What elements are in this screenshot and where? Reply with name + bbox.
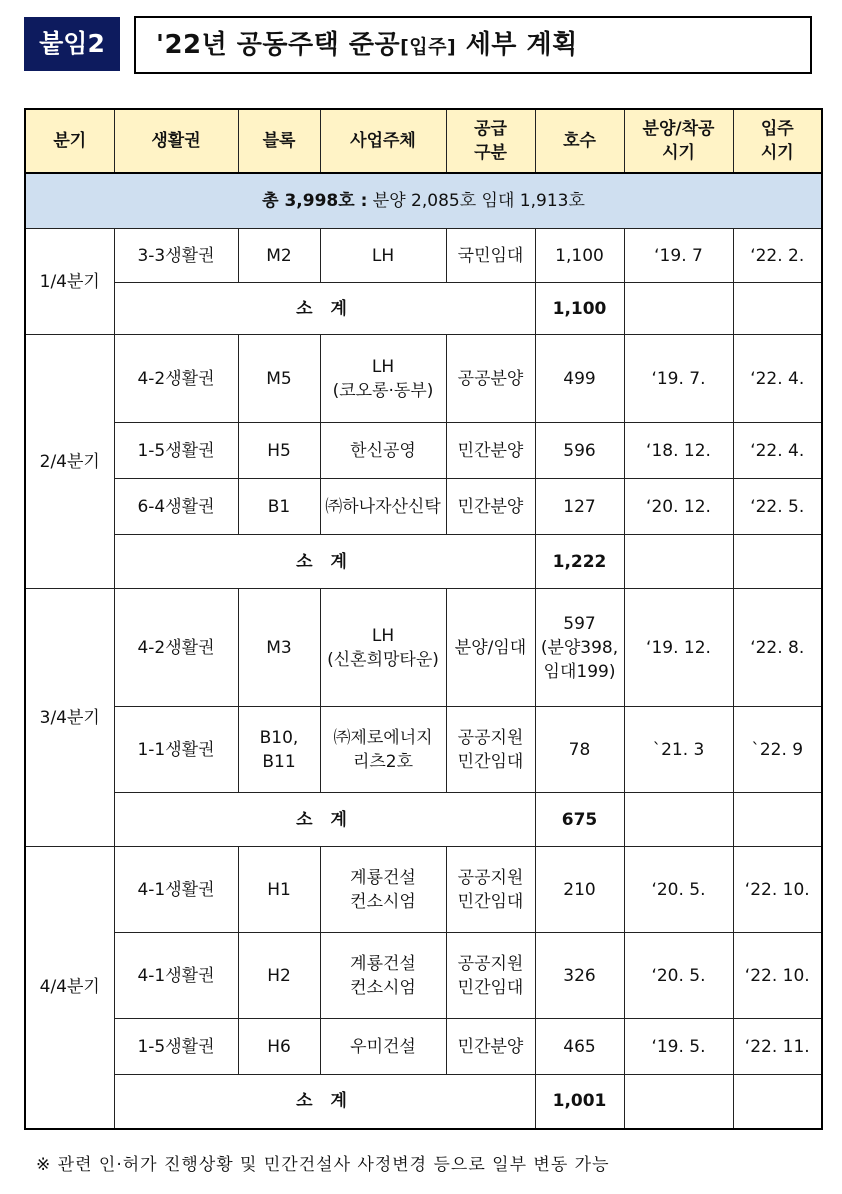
block-line1: B1 bbox=[267, 496, 291, 517]
developer-line1: 우미건설 bbox=[350, 1036, 416, 1057]
developer-line1: ㈜하나자산신탁 bbox=[325, 496, 441, 517]
sale-date-cell: ‘20. 5. bbox=[624, 933, 733, 1019]
units-line1: 596 bbox=[563, 440, 596, 461]
col-supply-line2: 구분 bbox=[474, 143, 507, 163]
block-cell bbox=[238, 847, 320, 933]
supply-line2: 민간임대 bbox=[457, 751, 524, 772]
supply-cell bbox=[446, 933, 535, 1019]
area-cell: 1-5생활권 bbox=[114, 1019, 238, 1075]
supply-line2: 민간임대 bbox=[457, 891, 524, 912]
total-summary bbox=[25, 173, 822, 229]
developer-cell bbox=[320, 1019, 446, 1075]
col-units: 호수 bbox=[535, 109, 624, 173]
sale-date-cell: ‘19. 7 bbox=[624, 229, 733, 283]
table-row bbox=[25, 847, 822, 933]
supply-cell bbox=[446, 589, 535, 707]
total-label: 총 3,998호 : bbox=[262, 191, 368, 211]
block-cell bbox=[238, 423, 320, 479]
units-cell bbox=[535, 933, 624, 1019]
developer-line2: (코오롱·동부) bbox=[332, 380, 434, 401]
block-cell bbox=[238, 479, 320, 535]
block-line1: H1 bbox=[267, 879, 291, 900]
move-date-cell: ‘22. 11. bbox=[733, 1019, 822, 1075]
quarter-cell: 4/4분기 bbox=[25, 847, 114, 1129]
units-line1: 499 bbox=[563, 368, 596, 389]
document-header bbox=[24, 16, 812, 74]
block-cell bbox=[238, 335, 320, 423]
header-row bbox=[25, 109, 822, 173]
total-row bbox=[25, 173, 822, 229]
supply-cell bbox=[446, 847, 535, 933]
block-line1: B10, bbox=[259, 727, 299, 748]
sale-date-cell: ‘19. 12. bbox=[624, 589, 733, 707]
col-sale-line2: 시기 bbox=[662, 143, 695, 163]
move-date-cell: ‘22. 10. bbox=[733, 933, 822, 1019]
block-line1: M2 bbox=[266, 245, 292, 266]
subtotal-row bbox=[25, 535, 822, 589]
title-suffix: 세부 계획 bbox=[456, 30, 578, 60]
col-developer: 사업주체 bbox=[320, 109, 446, 173]
block-line1: H5 bbox=[267, 440, 291, 461]
block-line1: M5 bbox=[266, 368, 292, 389]
table-row bbox=[25, 589, 822, 707]
sale-date-cell: ‘20. 12. bbox=[624, 479, 733, 535]
col-quarter: 분기 bbox=[25, 109, 114, 173]
supply-line1: 민간분양 bbox=[457, 496, 524, 517]
block-cell bbox=[238, 229, 320, 283]
units-line1: 1,100 bbox=[555, 245, 604, 266]
supply-line1: 민간분양 bbox=[457, 1036, 524, 1057]
move-date-cell: ‘22. 5. bbox=[733, 479, 822, 535]
block-cell bbox=[238, 933, 320, 1019]
subtotal-label: 소 계 bbox=[114, 535, 535, 589]
developer-line1: LH bbox=[371, 356, 395, 377]
housing-schedule-table bbox=[24, 108, 823, 1130]
developer-line1: ㈜제로에너지 bbox=[333, 727, 433, 748]
subtotal-value: 1,100 bbox=[535, 283, 624, 335]
subtotal-empty-move bbox=[733, 1075, 822, 1129]
area-cell: 4-1생활권 bbox=[114, 933, 238, 1019]
col-area: 생활권 bbox=[114, 109, 238, 173]
subtotal-label: 소 계 bbox=[114, 1075, 535, 1129]
subtotal-row bbox=[25, 1075, 822, 1129]
col-block: 블록 bbox=[238, 109, 320, 173]
units-line1: 465 bbox=[563, 1036, 596, 1057]
developer-line1: 한신공영 bbox=[350, 440, 416, 461]
supply-line1: 분양/임대 bbox=[454, 637, 527, 658]
sale-date-cell: `21. 3 bbox=[624, 707, 733, 793]
quarter-cell: 1/4분기 bbox=[25, 229, 114, 335]
supply-cell bbox=[446, 423, 535, 479]
supply-line1: 공공분양 bbox=[457, 368, 524, 389]
attachment-badge: 붙임2 bbox=[24, 17, 120, 71]
block-line1: M3 bbox=[266, 637, 292, 658]
subtotal-empty-sale bbox=[624, 283, 733, 335]
block-cell bbox=[238, 589, 320, 707]
developer-cell bbox=[320, 933, 446, 1019]
developer-cell bbox=[320, 847, 446, 933]
subtotal-empty-sale bbox=[624, 793, 733, 847]
table-row bbox=[25, 1019, 822, 1075]
supply-line1: 민간분양 bbox=[457, 440, 524, 461]
developer-line1: LH bbox=[371, 625, 395, 646]
subtotal-row bbox=[25, 793, 822, 847]
subtotal-value: 1,222 bbox=[535, 535, 624, 589]
units-line1: 326 bbox=[563, 965, 596, 986]
block-line1: H2 bbox=[267, 965, 291, 986]
move-date-cell: ‘22. 8. bbox=[733, 589, 822, 707]
developer-cell bbox=[320, 335, 446, 423]
supply-cell bbox=[446, 335, 535, 423]
sale-date-cell: ‘20. 5. bbox=[624, 847, 733, 933]
subtotal-row bbox=[25, 283, 822, 335]
table-row bbox=[25, 229, 822, 283]
title-bracket: [입주] bbox=[400, 36, 457, 58]
table-row bbox=[25, 479, 822, 535]
developer-line2: (신혼희망타운) bbox=[327, 649, 439, 670]
developer-cell bbox=[320, 589, 446, 707]
supply-line1: 공공지원 bbox=[457, 727, 524, 748]
title-prefix: '22년 공동주택 준공 bbox=[156, 30, 401, 60]
units-cell bbox=[535, 847, 624, 933]
col-move-date bbox=[733, 109, 822, 173]
move-date-cell: ‘22. 2. bbox=[733, 229, 822, 283]
page-title bbox=[156, 18, 578, 74]
developer-cell bbox=[320, 423, 446, 479]
units-line2: (분양398, bbox=[540, 637, 619, 658]
table-row bbox=[25, 933, 822, 1019]
developer-line1: 계룡건설 bbox=[350, 867, 416, 888]
units-line1: 78 bbox=[568, 739, 591, 760]
subtotal-empty-sale bbox=[624, 1075, 733, 1129]
subtotal-label: 소 계 bbox=[114, 283, 535, 335]
supply-line1: 공공지원 bbox=[457, 867, 524, 888]
subtotal-empty-sale bbox=[624, 535, 733, 589]
units-line1: 210 bbox=[563, 879, 596, 900]
developer-line1: 계룡건설 bbox=[350, 953, 416, 974]
supply-cell bbox=[446, 479, 535, 535]
area-cell: 4-1생활권 bbox=[114, 847, 238, 933]
move-date-cell: ‘22. 4. bbox=[733, 423, 822, 479]
area-cell: 1-1생활권 bbox=[114, 707, 238, 793]
developer-line1: LH bbox=[371, 245, 395, 266]
developer-cell bbox=[320, 479, 446, 535]
subtotal-label: 소 계 bbox=[114, 793, 535, 847]
units-cell bbox=[535, 335, 624, 423]
supply-cell bbox=[446, 229, 535, 283]
subtotal-empty-move bbox=[733, 283, 822, 335]
col-sale-date bbox=[624, 109, 733, 173]
table-row bbox=[25, 423, 822, 479]
col-supply-line1: 공급 bbox=[474, 119, 507, 139]
move-date-cell: ‘22. 4. bbox=[733, 335, 822, 423]
table-row bbox=[25, 707, 822, 793]
footnote: ※ 관련 인·허가 진행상황 및 민간건설사 사정변경 등으로 일부 변동 가능 bbox=[36, 1155, 610, 1175]
units-cell bbox=[535, 1019, 624, 1075]
block-line2: B11 bbox=[262, 751, 296, 772]
units-cell bbox=[535, 707, 624, 793]
supply-cell bbox=[446, 707, 535, 793]
area-cell: 4-2생활권 bbox=[114, 589, 238, 707]
col-move-line1: 입주 bbox=[760, 119, 794, 139]
col-move-line2: 시기 bbox=[760, 143, 794, 163]
subtotal-value: 1,001 bbox=[535, 1075, 624, 1129]
area-cell: 1-5생활권 bbox=[114, 423, 238, 479]
subtotal-empty-move bbox=[733, 535, 822, 589]
supply-line1: 국민임대 bbox=[457, 245, 524, 266]
table-row bbox=[25, 335, 822, 423]
units-cell bbox=[535, 423, 624, 479]
area-cell: 3-3생활권 bbox=[114, 229, 238, 283]
developer-line2: 컨소시엄 bbox=[350, 977, 416, 998]
units-line1: 597 bbox=[563, 613, 596, 634]
developer-line2: 리츠2호 bbox=[352, 751, 414, 772]
units-cell bbox=[535, 479, 624, 535]
area-cell: 6-4생활권 bbox=[114, 479, 238, 535]
units-line1: 127 bbox=[563, 496, 596, 517]
supply-line1: 공공지원 bbox=[457, 953, 524, 974]
quarter-cell: 2/4분기 bbox=[25, 335, 114, 589]
units-line3: 임대199) bbox=[543, 661, 616, 682]
supply-line2: 민간임대 bbox=[457, 977, 524, 998]
area-cell: 4-2생활권 bbox=[114, 335, 238, 423]
developer-cell bbox=[320, 229, 446, 283]
subtotal-empty-move bbox=[733, 793, 822, 847]
move-date-cell: `22. 9 bbox=[733, 707, 822, 793]
sale-date-cell: ‘19. 7. bbox=[624, 335, 733, 423]
sale-date-cell: ‘19. 5. bbox=[624, 1019, 733, 1075]
units-cell bbox=[535, 589, 624, 707]
sale-date-cell: ‘18. 12. bbox=[624, 423, 733, 479]
developer-cell bbox=[320, 707, 446, 793]
units-cell bbox=[535, 229, 624, 283]
block-line1: H6 bbox=[267, 1036, 291, 1057]
col-sale-line1: 분양/착공 bbox=[642, 119, 715, 139]
block-cell bbox=[238, 707, 320, 793]
quarter-cell: 3/4분기 bbox=[25, 589, 114, 847]
subtotal-value: 675 bbox=[535, 793, 624, 847]
supply-cell bbox=[446, 1019, 535, 1075]
block-cell bbox=[238, 1019, 320, 1075]
developer-line2: 컨소시엄 bbox=[350, 891, 416, 912]
col-supply bbox=[446, 109, 535, 173]
title-box bbox=[134, 16, 812, 74]
move-date-cell: ‘22. 10. bbox=[733, 847, 822, 933]
total-detail: 분양 2,085호 임대 1,913호 bbox=[367, 191, 585, 211]
